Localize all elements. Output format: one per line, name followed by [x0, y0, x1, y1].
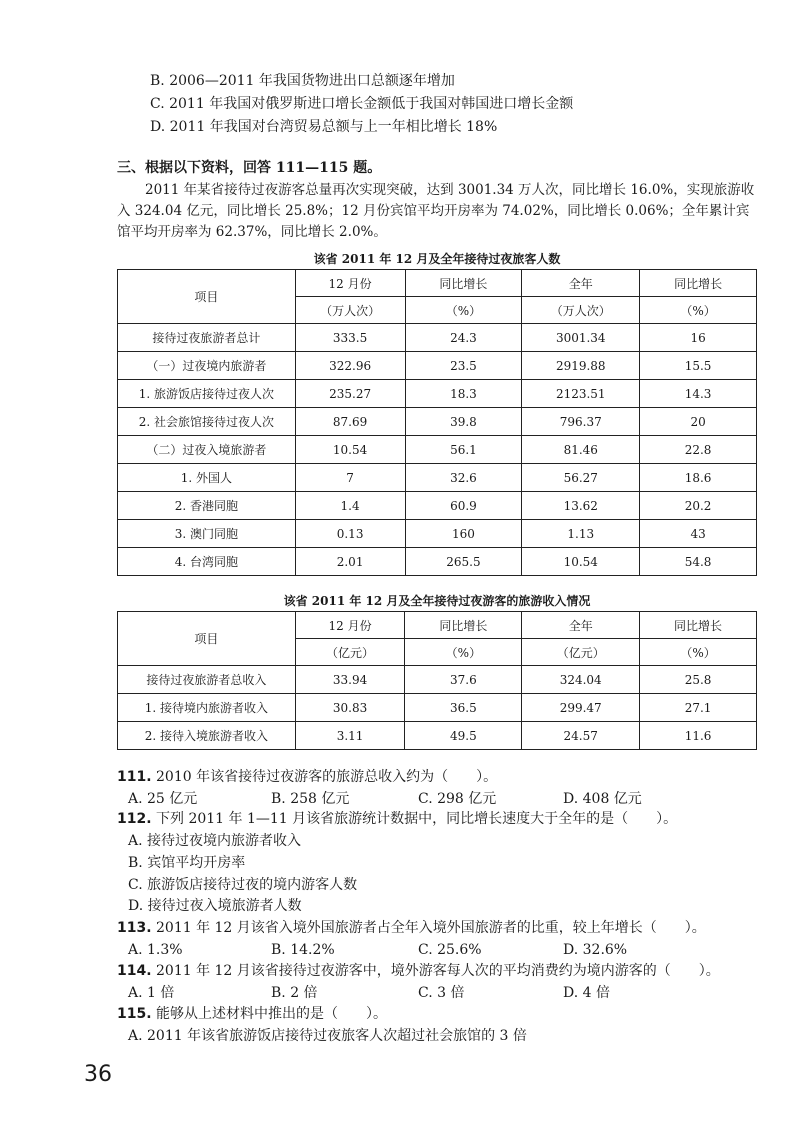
table2-col-header: 全年	[522, 612, 640, 639]
row-label: 2. 接待入境旅游者收入	[118, 722, 296, 750]
table-cell: 299.47	[522, 694, 640, 722]
table-cell: 25.8	[640, 666, 757, 694]
table-cell: 3001.34	[522, 324, 640, 352]
table-row	[118, 464, 757, 492]
table-cell: 324.04	[522, 666, 640, 694]
row-label: 4. 台湾同胞	[118, 548, 296, 576]
question-113	[117, 919, 706, 938]
table-cell: 24.57	[522, 722, 640, 750]
row-label: 3. 澳门同胞	[118, 520, 296, 548]
table-cell: 2.01	[295, 548, 405, 576]
table2-col-header: 同比增长	[640, 612, 757, 639]
row-label: 接待过夜旅游者总收入	[118, 666, 296, 694]
table-cell: 1.4	[295, 492, 405, 520]
q112-option-b: B. 宾馆平均开房率	[128, 855, 246, 871]
table-cell: 796.37	[522, 408, 640, 436]
table1-col-header: 全年	[522, 270, 640, 297]
question-112	[117, 810, 677, 829]
table-row	[118, 352, 757, 380]
table-cell: 33.94	[295, 666, 405, 694]
table-cell: 10.54	[522, 548, 640, 576]
q114-option-a: A. 1 倍	[128, 985, 175, 1001]
table-row	[118, 492, 757, 520]
table-cell: 13.62	[522, 492, 640, 520]
table1-col-header: 12 月份	[295, 270, 405, 297]
question-115	[117, 1005, 387, 1024]
question-text: 能够从上述材料中推出的是（ ）。	[156, 1006, 387, 1022]
table-cell: 18.6	[640, 464, 757, 492]
table-cell: 87.69	[295, 408, 405, 436]
table-cell: 60.9	[405, 492, 522, 520]
prev-option-b: B. 2006—2011 年我国货物进出口总额逐年增加	[150, 73, 455, 89]
table-cell: 20	[640, 408, 757, 436]
q114-option-d: D. 4 倍	[563, 985, 610, 1001]
table1	[117, 269, 757, 576]
q112-option-c: C. 旅游饭店接待过夜的境内游客人数	[128, 877, 358, 893]
row-label: （一）过夜境内旅游者	[118, 352, 296, 380]
q111-option-b: B. 258 亿元	[271, 791, 350, 807]
table-cell: 235.27	[295, 380, 405, 408]
table-cell: 18.3	[405, 380, 522, 408]
question-number: 113.	[117, 920, 152, 936]
table2	[117, 611, 757, 750]
table-cell: 11.6	[640, 722, 757, 750]
section-title: 三、根据以下资料，回答 111—115 题。	[117, 160, 382, 176]
q113-option-b: B. 14.2%	[271, 942, 335, 958]
question-text: 2011 年 12 月该省接待过夜游客中，境外游客每人次的平均消费约为境内游客的（ ）。	[156, 963, 720, 979]
q113-option-c: C. 25.6%	[418, 942, 482, 958]
question-number: 115.	[117, 1006, 152, 1022]
table-row	[118, 666, 757, 694]
table-cell: 37.6	[405, 666, 522, 694]
row-label: 1. 旅游饭店接待过夜人次	[118, 380, 296, 408]
q112-option-d: D. 接待过夜入境旅游者人数	[128, 898, 302, 914]
table-cell: 1.13	[522, 520, 640, 548]
question-114	[117, 962, 720, 981]
table-cell: 15.5	[640, 352, 757, 380]
question-text: 下列 2011 年 1—11 月该省旅游统计数据中，同比增长速度大于全年的是（ ）。	[156, 811, 678, 827]
table-row	[118, 694, 757, 722]
table2-unit: （亿元）	[522, 639, 640, 666]
table-row	[118, 380, 757, 408]
row-label: 接待过夜旅游者总计	[118, 324, 296, 352]
section-paragraph: 2011 年某省接待过夜游客总量再次实现突破，达到 3001.34 万人次，同比增长 16.0%，实现旅游收入 324.04 亿元，同比增长 25.8%；12 月份宾馆平均开房率为 74.02%，同比增长 0.06%；全年累计宾馆平均开房率为 62.37%，同比增长 2.0%。	[117, 182, 755, 240]
q113-option-d: D. 32.6%	[563, 942, 628, 958]
table-row	[118, 722, 757, 750]
question-text: 2011 年 12 月该省入境外国旅游者占全年入境外国旅游者的比重，较上年增长（ ）。	[156, 920, 706, 936]
page-number: 36	[84, 1062, 112, 1087]
table1-unit: （%）	[640, 297, 757, 324]
table-cell: 333.5	[295, 324, 405, 352]
table-row	[118, 520, 757, 548]
table-cell: 54.8	[640, 548, 757, 576]
table-cell: 49.5	[405, 722, 522, 750]
table-cell: 36.5	[405, 694, 522, 722]
q114-option-b: B. 2 倍	[271, 985, 318, 1001]
q113-option-a: A. 1.3%	[128, 942, 183, 958]
table-cell: 265.5	[405, 548, 522, 576]
table2-col-header: 同比增长	[405, 612, 522, 639]
table1-col-header: 同比增长	[640, 270, 757, 297]
table-cell: 16	[640, 324, 757, 352]
table1-caption: 该省 2011 年 12 月及全年接待过夜旅客人数	[313, 252, 561, 266]
table-cell: 23.5	[405, 352, 522, 380]
prev-option-d: D. 2011 年我国对台湾贸易总额与上一年相比增长 18%	[150, 119, 498, 135]
table-cell: 32.6	[405, 464, 522, 492]
table-cell: 22.8	[640, 436, 757, 464]
row-label: 1. 外国人	[118, 464, 296, 492]
question-number: 112.	[117, 811, 152, 827]
table2-unit: （%）	[405, 639, 522, 666]
table-cell: 56.1	[405, 436, 522, 464]
table-cell: 10.54	[295, 436, 405, 464]
table1-unit: （万人次）	[522, 297, 640, 324]
table-cell: 24.3	[405, 324, 522, 352]
table-cell: 322.96	[295, 352, 405, 380]
q111-option-d: D. 408 亿元	[563, 791, 642, 807]
table-cell: 39.8	[405, 408, 522, 436]
table1-unit: （%）	[405, 297, 522, 324]
table-row	[118, 324, 757, 352]
question-text: 2010 年该省接待过夜游客的旅游总收入约为（ ）。	[156, 769, 498, 785]
table-cell: 7	[295, 464, 405, 492]
table-cell: 81.46	[522, 436, 640, 464]
table2-col-header: 12 月份	[295, 612, 405, 639]
table-cell: 0.13	[295, 520, 405, 548]
q111-option-a: A. 25 亿元	[128, 791, 198, 807]
prev-option-c: C. 2011 年我国对俄罗斯进口增长金额低于我国对韩国进口增长金额	[150, 96, 574, 112]
table-cell: 2919.88	[522, 352, 640, 380]
question-number: 111.	[117, 769, 152, 785]
table2-caption: 该省 2011 年 12 月及全年接待过夜游客的旅游收入情况	[283, 594, 591, 608]
table-cell: 20.2	[640, 492, 757, 520]
row-label: 2. 社会旅馆接待过夜人次	[118, 408, 296, 436]
table1-unit: （万人次）	[295, 297, 405, 324]
q114-option-c: C. 3 倍	[418, 985, 465, 1001]
table-cell: 160	[405, 520, 522, 548]
q112-option-a: A. 接待过夜境内旅游者收入	[128, 833, 302, 849]
table1-col-header: 同比增长	[405, 270, 522, 297]
q111-option-c: C. 298 亿元	[418, 791, 497, 807]
table-cell: 56.27	[522, 464, 640, 492]
row-label: （二）过夜入境旅游者	[118, 436, 296, 464]
row-label: 1. 接待境内旅游者收入	[118, 694, 296, 722]
table-row	[118, 408, 757, 436]
row-label: 2. 香港同胞	[118, 492, 296, 520]
table-cell: 3.11	[295, 722, 405, 750]
q115-option-a: A. 2011 年该省旅游饭店接待过夜旅客人次超过社会旅馆的 3 倍	[128, 1028, 527, 1044]
table-cell: 43	[640, 520, 757, 548]
table1-row-header: 项目	[118, 270, 296, 324]
table-cell: 14.3	[640, 380, 757, 408]
question-111	[117, 768, 497, 787]
table-cell: 2123.51	[522, 380, 640, 408]
question-number: 114.	[117, 963, 152, 979]
table2-unit: （亿元）	[295, 639, 405, 666]
table-cell: 27.1	[640, 694, 757, 722]
table-row	[118, 436, 757, 464]
table2-row-header: 项目	[118, 612, 296, 666]
table-cell: 30.83	[295, 694, 405, 722]
table2-unit: （%）	[640, 639, 757, 666]
table-row	[118, 548, 757, 576]
